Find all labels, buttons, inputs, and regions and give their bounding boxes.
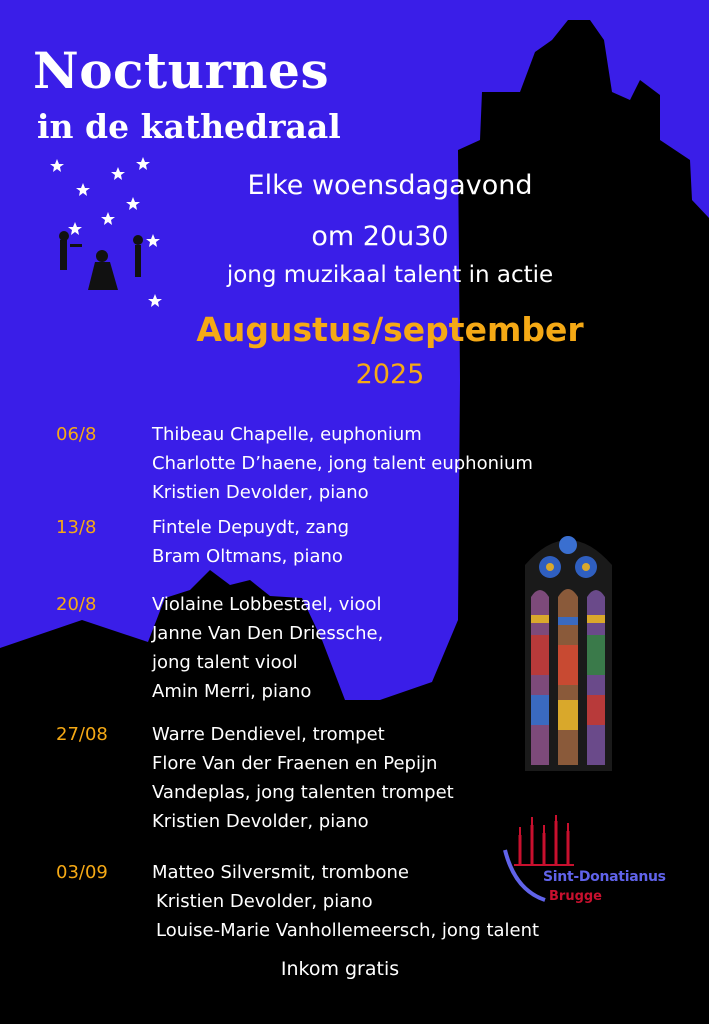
performer-line: Kristien Devolder, piano bbox=[156, 891, 373, 912]
logo-text-city: Brugge bbox=[549, 889, 603, 904]
concert-date: 27/08 bbox=[56, 724, 108, 745]
performer-line: Amin Merri, piano bbox=[152, 681, 312, 702]
performer-line: Thibeau Chapelle, euphonium bbox=[152, 424, 422, 445]
intro-line-2: om 20u30 bbox=[311, 221, 449, 252]
performer-line: Kristien Devolder, piano bbox=[152, 482, 369, 503]
performer-line: Vandeplas, jong talenten trompet bbox=[152, 782, 454, 803]
performer-line: Warre Dendievel, trompet bbox=[152, 724, 385, 745]
intro-line-1: Elke woensdagavond bbox=[247, 170, 533, 201]
concert-date: 20/8 bbox=[56, 594, 97, 615]
intro-line-3: jong muzikaal talent in actie bbox=[226, 262, 554, 288]
performer-line: Janne Van Den Driessche, bbox=[152, 623, 384, 644]
admission-note: Inkom gratis bbox=[280, 958, 400, 980]
performer-line: Flore Van der Fraenen en Pepijn bbox=[152, 753, 438, 774]
performer-line: Charlotte D’haene, jong talent euphonium bbox=[152, 453, 533, 474]
performer-line: Louise-Marie Vanhollemeersch, jong talent bbox=[156, 920, 540, 941]
concert-date: 06/8 bbox=[56, 424, 97, 445]
performer-line: Fintele Depuydt, zang bbox=[152, 517, 350, 538]
performer-line: jong talent viool bbox=[152, 652, 298, 673]
performer-line: Bram Oltmans, piano bbox=[152, 546, 343, 567]
performer-line: Matteo Silversmit, trombone bbox=[152, 862, 409, 883]
stained-glass-window-icon bbox=[525, 525, 612, 771]
concert-performers bbox=[152, 420, 533, 507]
logo-text-name: Sint-Donatianus bbox=[543, 869, 666, 885]
concert-performers bbox=[152, 858, 539, 945]
year-heading: 2025 bbox=[355, 359, 425, 390]
poster-subtitle: in de kathedraal bbox=[37, 107, 341, 146]
concert-performers bbox=[152, 720, 454, 836]
performer-line: Violaine Lobbestael, viool bbox=[152, 594, 382, 615]
concert-date: 13/8 bbox=[56, 517, 97, 538]
concert-performers bbox=[152, 590, 383, 706]
poster-title: Nocturnes bbox=[33, 41, 330, 100]
performer-line: Kristien Devolder, piano bbox=[152, 811, 369, 832]
period-heading: Augustus/september bbox=[196, 310, 584, 349]
concert-performers bbox=[152, 513, 349, 571]
concert-date: 03/09 bbox=[56, 862, 108, 883]
